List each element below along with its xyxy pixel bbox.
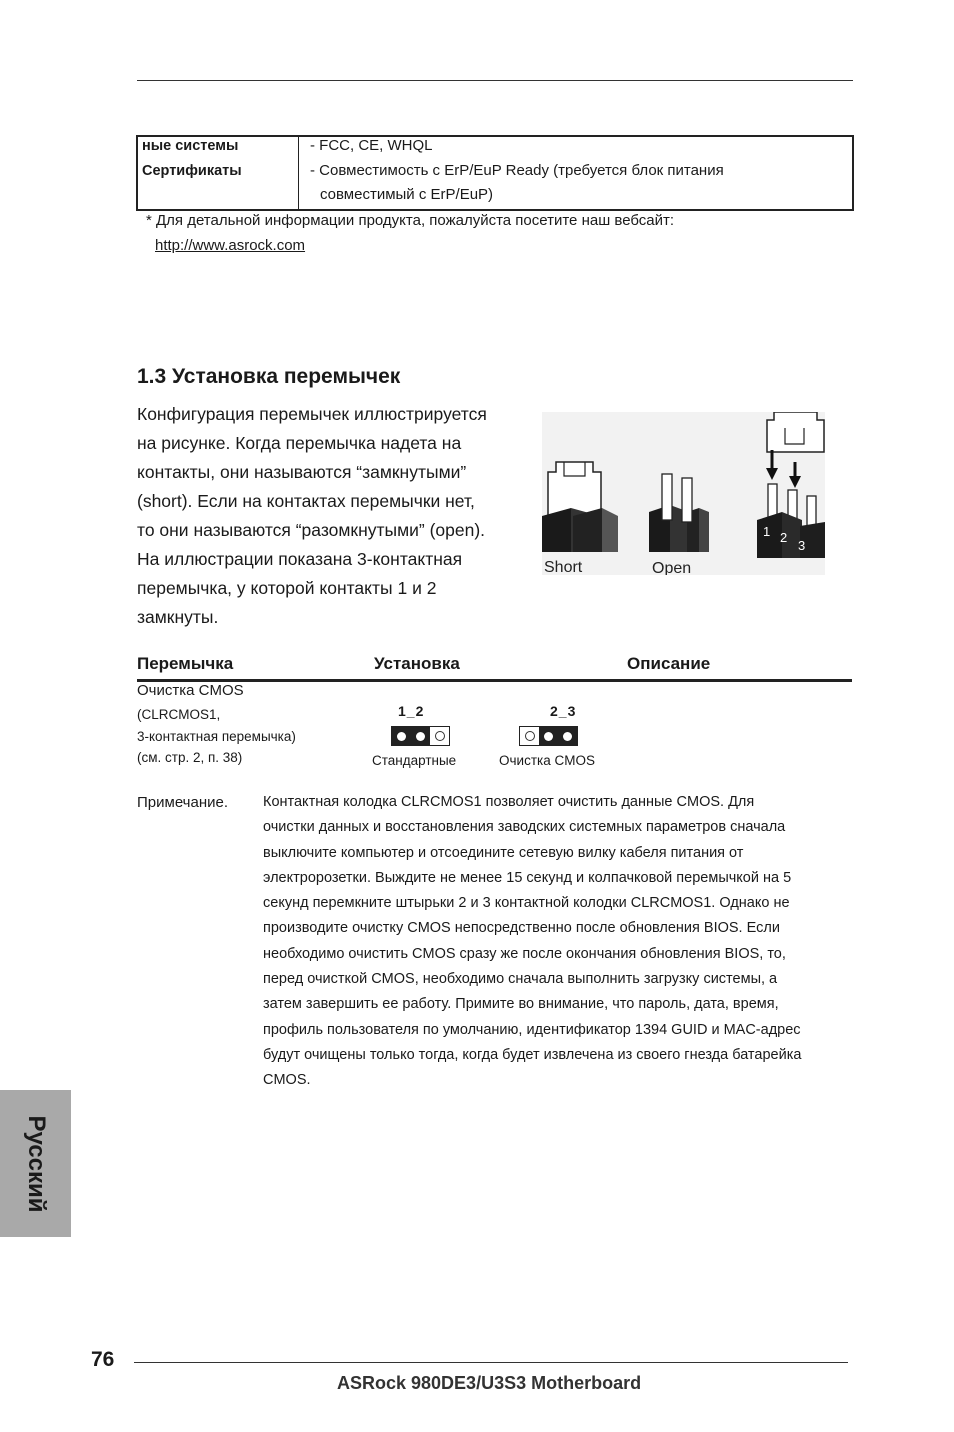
note-line: будут очищены только тогда, когда будет извлечена из своего гнезда батарейка (263, 1046, 802, 1063)
header-jumper: Перемычка (137, 654, 234, 673)
footnote-text: * Для детальной информации продукта, пожалуйста посетите наш вебсайт: (146, 212, 675, 229)
note-line: затем завершить ее работу. Примите во внимание, что пароль, дата, время, (263, 996, 779, 1013)
short-jumper-icon (542, 462, 618, 552)
option-2-3-caption: Очистка CMOS (499, 753, 595, 768)
language-side-tab (0, 1090, 71, 1237)
note-line: CMOS. (263, 1072, 311, 1089)
spec-label-certs: Сертификаты (142, 163, 242, 179)
intro-line: на рисунке. Когда перемычка надета на (137, 433, 462, 453)
intro-line: На иллюстрации показана 3-контактная (137, 549, 463, 569)
option-1-2-caption: Стандартные (372, 753, 457, 768)
table-rule (137, 679, 852, 682)
pin-hollow-icon (525, 731, 535, 741)
intro-paragraph (137, 400, 529, 632)
pin-1-open (520, 727, 539, 745)
spec-table-divider (298, 137, 299, 209)
note-line: выключите компьютер и отсоедините сетевую вилку кабеля питания от (263, 844, 744, 861)
pin-number-3: 3 (798, 538, 806, 553)
pin-2-closed (411, 727, 430, 745)
pin-number-1: 1 (763, 524, 771, 539)
spec-value-fcc: - FCC, CE, WHQL (310, 137, 433, 154)
pin-1-closed (392, 727, 411, 745)
note-line: очистки данных и восстановления заводских системных параметров сначала (263, 819, 786, 836)
pin-dot-icon (544, 732, 553, 741)
option-2-3-label: 2_3 (550, 703, 577, 719)
jumper-name: Очистка CMOS (137, 682, 244, 699)
pin-number-2: 2 (780, 530, 788, 545)
jumper-detail: 3-контактная перемычка) (137, 729, 296, 744)
note-line: профиль пользователя по умолчанию, идентификатор 1394 GUID и MAC-адрес (263, 1021, 801, 1038)
jumper-detail: (см. стр. 2, п. 38) (137, 750, 243, 765)
pin-header-clear (519, 726, 578, 746)
note-text (263, 790, 853, 1094)
option-1-2-label: 1_2 (398, 703, 425, 719)
intro-line: то они называются “разомкнутыми” (open). (137, 520, 486, 540)
website-link[interactable]: http://www.asrock.com (155, 237, 306, 254)
pin-header-default (391, 726, 450, 746)
page-number: 76 (91, 1348, 115, 1371)
jumper-illustration-svg (542, 412, 825, 575)
note-line: секунд перемкните штырьки 2 и 3 контактной колодки CLRCMOS1. Однако не (263, 895, 790, 912)
pin-2-closed (539, 727, 558, 745)
pin-dot-icon (563, 732, 572, 741)
open-label: Open (652, 560, 692, 575)
top-rule (137, 80, 853, 81)
note-label: Примечание. (137, 794, 228, 811)
header-description: Описание (627, 654, 711, 673)
jumper-detail: (CLRCMOS1, (137, 707, 221, 722)
pin-hollow-icon (435, 731, 445, 741)
pin-3-closed (558, 727, 577, 745)
spec-label-systems: ные системы (142, 138, 239, 154)
note-line: Контактная колодка CLRCMOS1 позволяет очистить данные CMOS. Для (263, 794, 755, 810)
intro-line: Конфигурация перемычек иллюстрируется (137, 404, 487, 424)
bottom-rule (134, 1362, 848, 1363)
note-line: электророзетки. Выждите не менее 15 секунд и колпачковой перемычкой на 5 (263, 869, 792, 886)
pin-dot-icon (397, 732, 406, 741)
spec-table (136, 135, 854, 211)
intro-line: (short). Если на контактах перемычки нет, (137, 491, 475, 511)
section-title: 1.3 Установка перемычек (137, 365, 401, 388)
intro-line: замкнуты. (137, 607, 219, 627)
note-line: перед очисткой CMOS, необходимо сначала выполнить загрузку системы, а (263, 971, 778, 988)
spec-value-erp: - Совместимость с ErP/EuP Ready (требуется блок питания (310, 162, 724, 179)
pin-dot-icon (416, 732, 425, 741)
note-line: необходимо очистить CMOS сразу же после окончания обновления BIOS, то, (263, 945, 786, 962)
note-line: производите очистку CMOS непосредственно после обновления BIOS. Если (263, 920, 780, 937)
language-tab-label: Русский (22, 1115, 50, 1212)
jumper-illustration (542, 412, 825, 575)
footnote-link-wrap (155, 237, 305, 254)
header-setting: Установка (374, 654, 460, 673)
open-jumper-icon (649, 474, 709, 552)
intro-line: перемычка, у которой контакты 1 и 2 (137, 578, 437, 598)
intro-line: контакты, они называются “замкнутыми” (137, 462, 467, 482)
footer-title: ASRock 980DE3/U3S3 Motherboard (337, 1373, 642, 1393)
spec-value-erp-cont: совместимый с ErP/EuP) (320, 186, 494, 203)
short-label: Short (544, 559, 583, 575)
pin-3-open (430, 727, 449, 745)
